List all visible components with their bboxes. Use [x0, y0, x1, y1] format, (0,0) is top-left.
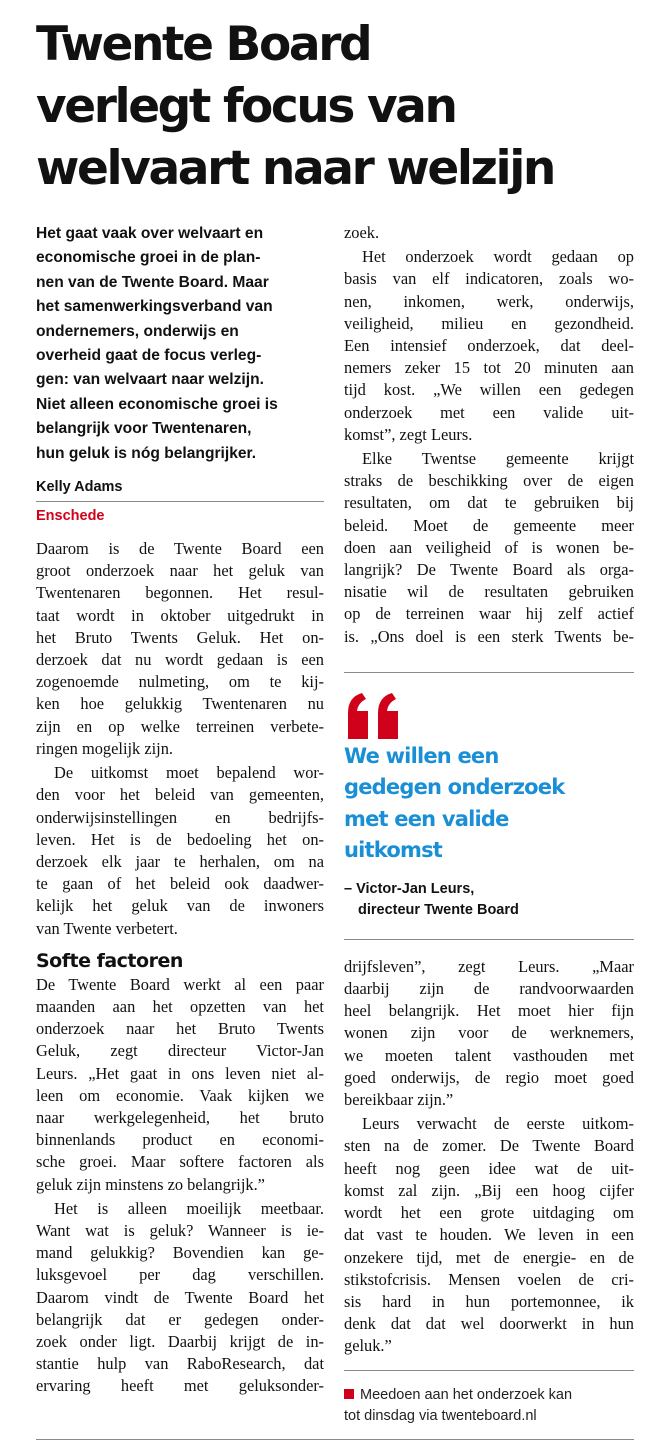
body-paragraph	[344, 246, 634, 446]
body-line: onderwijsinstellingen en bedrijfs-	[36, 807, 324, 827]
body-line: is. „Ons doel is een sterk Twents be-	[344, 626, 634, 646]
body-line: wonen zijn voor de werknemers,	[344, 1023, 634, 1043]
body-line: Elke Twentse gemeente krijgt	[362, 449, 634, 469]
body-paragraph	[344, 448, 634, 648]
body-line: heel belangrijk. Het moet hier fijn	[344, 1001, 634, 1021]
lead-line: ondernemers, onderwijs en	[36, 322, 239, 340]
body-line: luksgevoel per dag verschillen.	[36, 1265, 324, 1285]
body-line: stikstofcrisis. Mensen voelen de cri-	[344, 1269, 634, 1289]
body-line: nemers zeker 15 tot 20 minuten aan	[344, 358, 634, 378]
lead-line: Niet alleen economische groei is	[36, 395, 278, 413]
body-line: het Bruto Twents Geluk. Het on-	[36, 627, 324, 647]
pull-quote	[344, 672, 634, 940]
body-line: taat wordt in oktober uitgedrukt in	[36, 605, 324, 625]
lead-line: economische groei in de plan-	[36, 249, 261, 267]
body-line: stantie hulp van RaboResearch, dat	[36, 1354, 324, 1374]
body-line: ken hoe gelukkig Twentenaren nu	[36, 694, 324, 714]
lead-line: nen van de Twente Board. Maar	[36, 273, 269, 291]
quote-attribution-role: directeur Twente Board	[358, 901, 519, 918]
body-line: ringen mogelijk zijn.	[36, 738, 174, 758]
body-line: langrijk? De Twente Board als orga-	[344, 560, 634, 580]
body-paragraph	[344, 222, 634, 244]
body-line: heeft nog geen idee wat de uit-	[344, 1158, 634, 1178]
body-line: Het is alleen moeilijk meetbaar.	[54, 1198, 324, 1218]
body-line: zijn en op welke terreinen verbete-	[36, 716, 324, 736]
body-line: geluk zijn minstens zo belangrijk.”	[36, 1174, 265, 1194]
body-line: sche groei. Maar softere factoren als	[36, 1152, 324, 1172]
lead-line: het samenwerkingsverband van	[36, 298, 273, 316]
right-column	[344, 222, 634, 1427]
body-line: derzoek dat nu wordt gedaan is een	[36, 650, 324, 670]
body-line: Het onderzoek wordt gedaan op	[362, 247, 634, 267]
byline-location: Enschede	[36, 508, 105, 525]
pull-quote-text	[344, 741, 634, 867]
body-line: Geluk, zegt directeur Victor-Jan	[36, 1041, 324, 1061]
body-paragraph	[36, 762, 324, 940]
body-line: sten na de zomer. De Twente Board	[344, 1136, 634, 1156]
body-line: doen aan veiligheid of is wonen be-	[344, 537, 634, 557]
pull-quote-attribution	[344, 879, 634, 921]
body-line: ervaring heeft met geluksonder-	[36, 1376, 324, 1396]
quote-line: We willen een	[344, 743, 499, 768]
body-line: mand gelukkig? Bovendien kan ge-	[36, 1243, 324, 1263]
body-line: zoek.	[344, 223, 380, 242]
quote-line: uitkomst	[344, 838, 443, 863]
lead-line: Het gaat vaak over welvaart en	[36, 225, 264, 242]
body-line: De uitkomst moet bepalend wor-	[54, 763, 324, 783]
body-line: beleid. Moet de gemeente meer	[344, 515, 634, 535]
body-line: Daarom vindt de Twente Board het	[36, 1287, 324, 1307]
info-line: tot dinsdag via twenteboard.nl	[344, 1407, 537, 1424]
body-line: Daarom is de Twente Board een	[36, 539, 324, 559]
body-line: kelijk het geluk van de inwoners	[36, 896, 324, 916]
body-paragraph	[36, 1198, 324, 1398]
body-line: denk dat dat wel doorwerkt in hun	[344, 1314, 634, 1334]
info-divider	[344, 1370, 634, 1371]
info-line: Meedoen aan het onderzoek kan	[360, 1386, 573, 1403]
body-line: op de terreinen waar hij zelf actief	[344, 604, 634, 624]
body-line: Want wat is geluk? Wanneer is ie-	[36, 1220, 324, 1240]
bullet-square-icon	[344, 1389, 354, 1399]
byline-author: Kelly Adams	[36, 479, 123, 496]
body-line: te gaan of het beleid ook daadwer-	[36, 874, 324, 894]
byline-divider	[36, 501, 324, 502]
body-line: sis hard in hun portemonnee, ik	[344, 1291, 634, 1311]
body-line: nisatie wil de resultaten gebruiken	[344, 582, 634, 602]
body-line: veiligheid, milieu en gezondheid.	[344, 313, 634, 333]
quotation-mark-icon	[344, 693, 404, 739]
lead-line: belangrijk voor Twentenaren,	[36, 420, 252, 438]
body-paragraph	[344, 1113, 634, 1357]
body-line: van Twente verbetert.	[36, 918, 178, 938]
subheading: Softe factoren	[36, 949, 183, 972]
headline	[36, 14, 656, 200]
body-line: leven. Het is de bedoeling het on-	[36, 829, 324, 849]
body-line: zoek onder ligt. Daarbij krijgt de in-	[36, 1331, 324, 1351]
body-line: leen om economie. Vaak kijken we	[36, 1085, 324, 1105]
lead-line: hun geluk is nóg belangrijker.	[36, 444, 257, 462]
lead-paragraph	[36, 222, 324, 466]
body-line: bereikbaar zijn.”	[344, 1090, 454, 1110]
body-line: belangrijk dat er gedegen onder-	[36, 1309, 324, 1329]
body-line: Leurs. „Het gaat in ons leven niet al-	[36, 1063, 324, 1083]
body-line: we moeten talent vasthouden met	[344, 1045, 634, 1065]
body-line: drijfsleven”, zegt Leurs. „Maar	[344, 956, 634, 976]
body-paragraph	[36, 538, 324, 760]
left-column	[36, 222, 324, 1400]
pull-quote-divider	[344, 939, 634, 940]
lead-line: overheid gaat de focus verleg-	[36, 347, 262, 365]
body-line: geluk.”	[344, 1336, 392, 1356]
body-line: Twentenaren begonnen. Het resul-	[36, 583, 324, 603]
info-box	[344, 1385, 634, 1427]
body-line: De Twente Board werkt al een paar	[36, 974, 324, 994]
body-line: zogenoemde nulmeting, om te kij-	[36, 672, 324, 692]
quote-line: gedegen onderzoek	[344, 775, 565, 800]
headline-line: Twente Board	[36, 17, 371, 72]
body-paragraph	[36, 974, 324, 1196]
body-line: Leurs verwacht de eerste uitkom-	[362, 1114, 634, 1134]
body-line: onzekere tijd, met de energie- en de	[344, 1247, 634, 1267]
body-line: goed onderwijs, de regio moet goed	[344, 1067, 634, 1087]
body-paragraph	[344, 956, 634, 1111]
body-line: dat vast te houden. We leven in een	[344, 1225, 634, 1245]
body-line: komst”, zegt Leurs.	[344, 424, 473, 444]
page-bottom-rule	[36, 1439, 634, 1440]
body-line: komst zal zijn. „Bij een hoog cijfer	[344, 1180, 634, 1200]
body-line: maanden aan het opzetten van het	[36, 996, 324, 1016]
body-line: Een intensief onderzoek, dat deel-	[344, 336, 634, 356]
headline-line: verlegt focus van	[36, 79, 456, 134]
body-line: wordt het een grote uitdaging om	[344, 1203, 634, 1223]
headline-line: welvaart naar welzijn	[36, 141, 554, 196]
quote-line: met een valide	[344, 806, 509, 831]
body-line: naar werkgelegenheid, het bruto	[36, 1107, 324, 1127]
quote-attribution-name: – Victor-Jan Leurs,	[344, 880, 475, 897]
body-line: resultaten, om dat te gebruiken bij	[344, 493, 634, 513]
body-line: daarbij zijn de randvoorwaarden	[344, 979, 634, 999]
body-line: tijd kost. „We willen een gedegen	[344, 380, 634, 400]
body-line: basis van elf indicatoren, zoals wo-	[344, 269, 634, 289]
body-line: straks de beschikking over de eigen	[344, 471, 634, 491]
body-line: onderzoek met een valide uit-	[344, 402, 634, 422]
body-line: binnenlands product en economi-	[36, 1130, 324, 1150]
body-line: groot onderzoek naar het geluk van	[36, 561, 324, 581]
lead-line: gen: van welvaart naar welzijn.	[36, 371, 264, 389]
body-line: nen, inkomen, werk, onderwijs,	[344, 291, 634, 311]
body-line: onderzoek naar het Bruto Twents	[36, 1019, 324, 1039]
body-line: den voor het beleid van gemeenten,	[36, 785, 324, 805]
body-line: derzoek elk jaar te herhalen, om na	[36, 851, 324, 871]
